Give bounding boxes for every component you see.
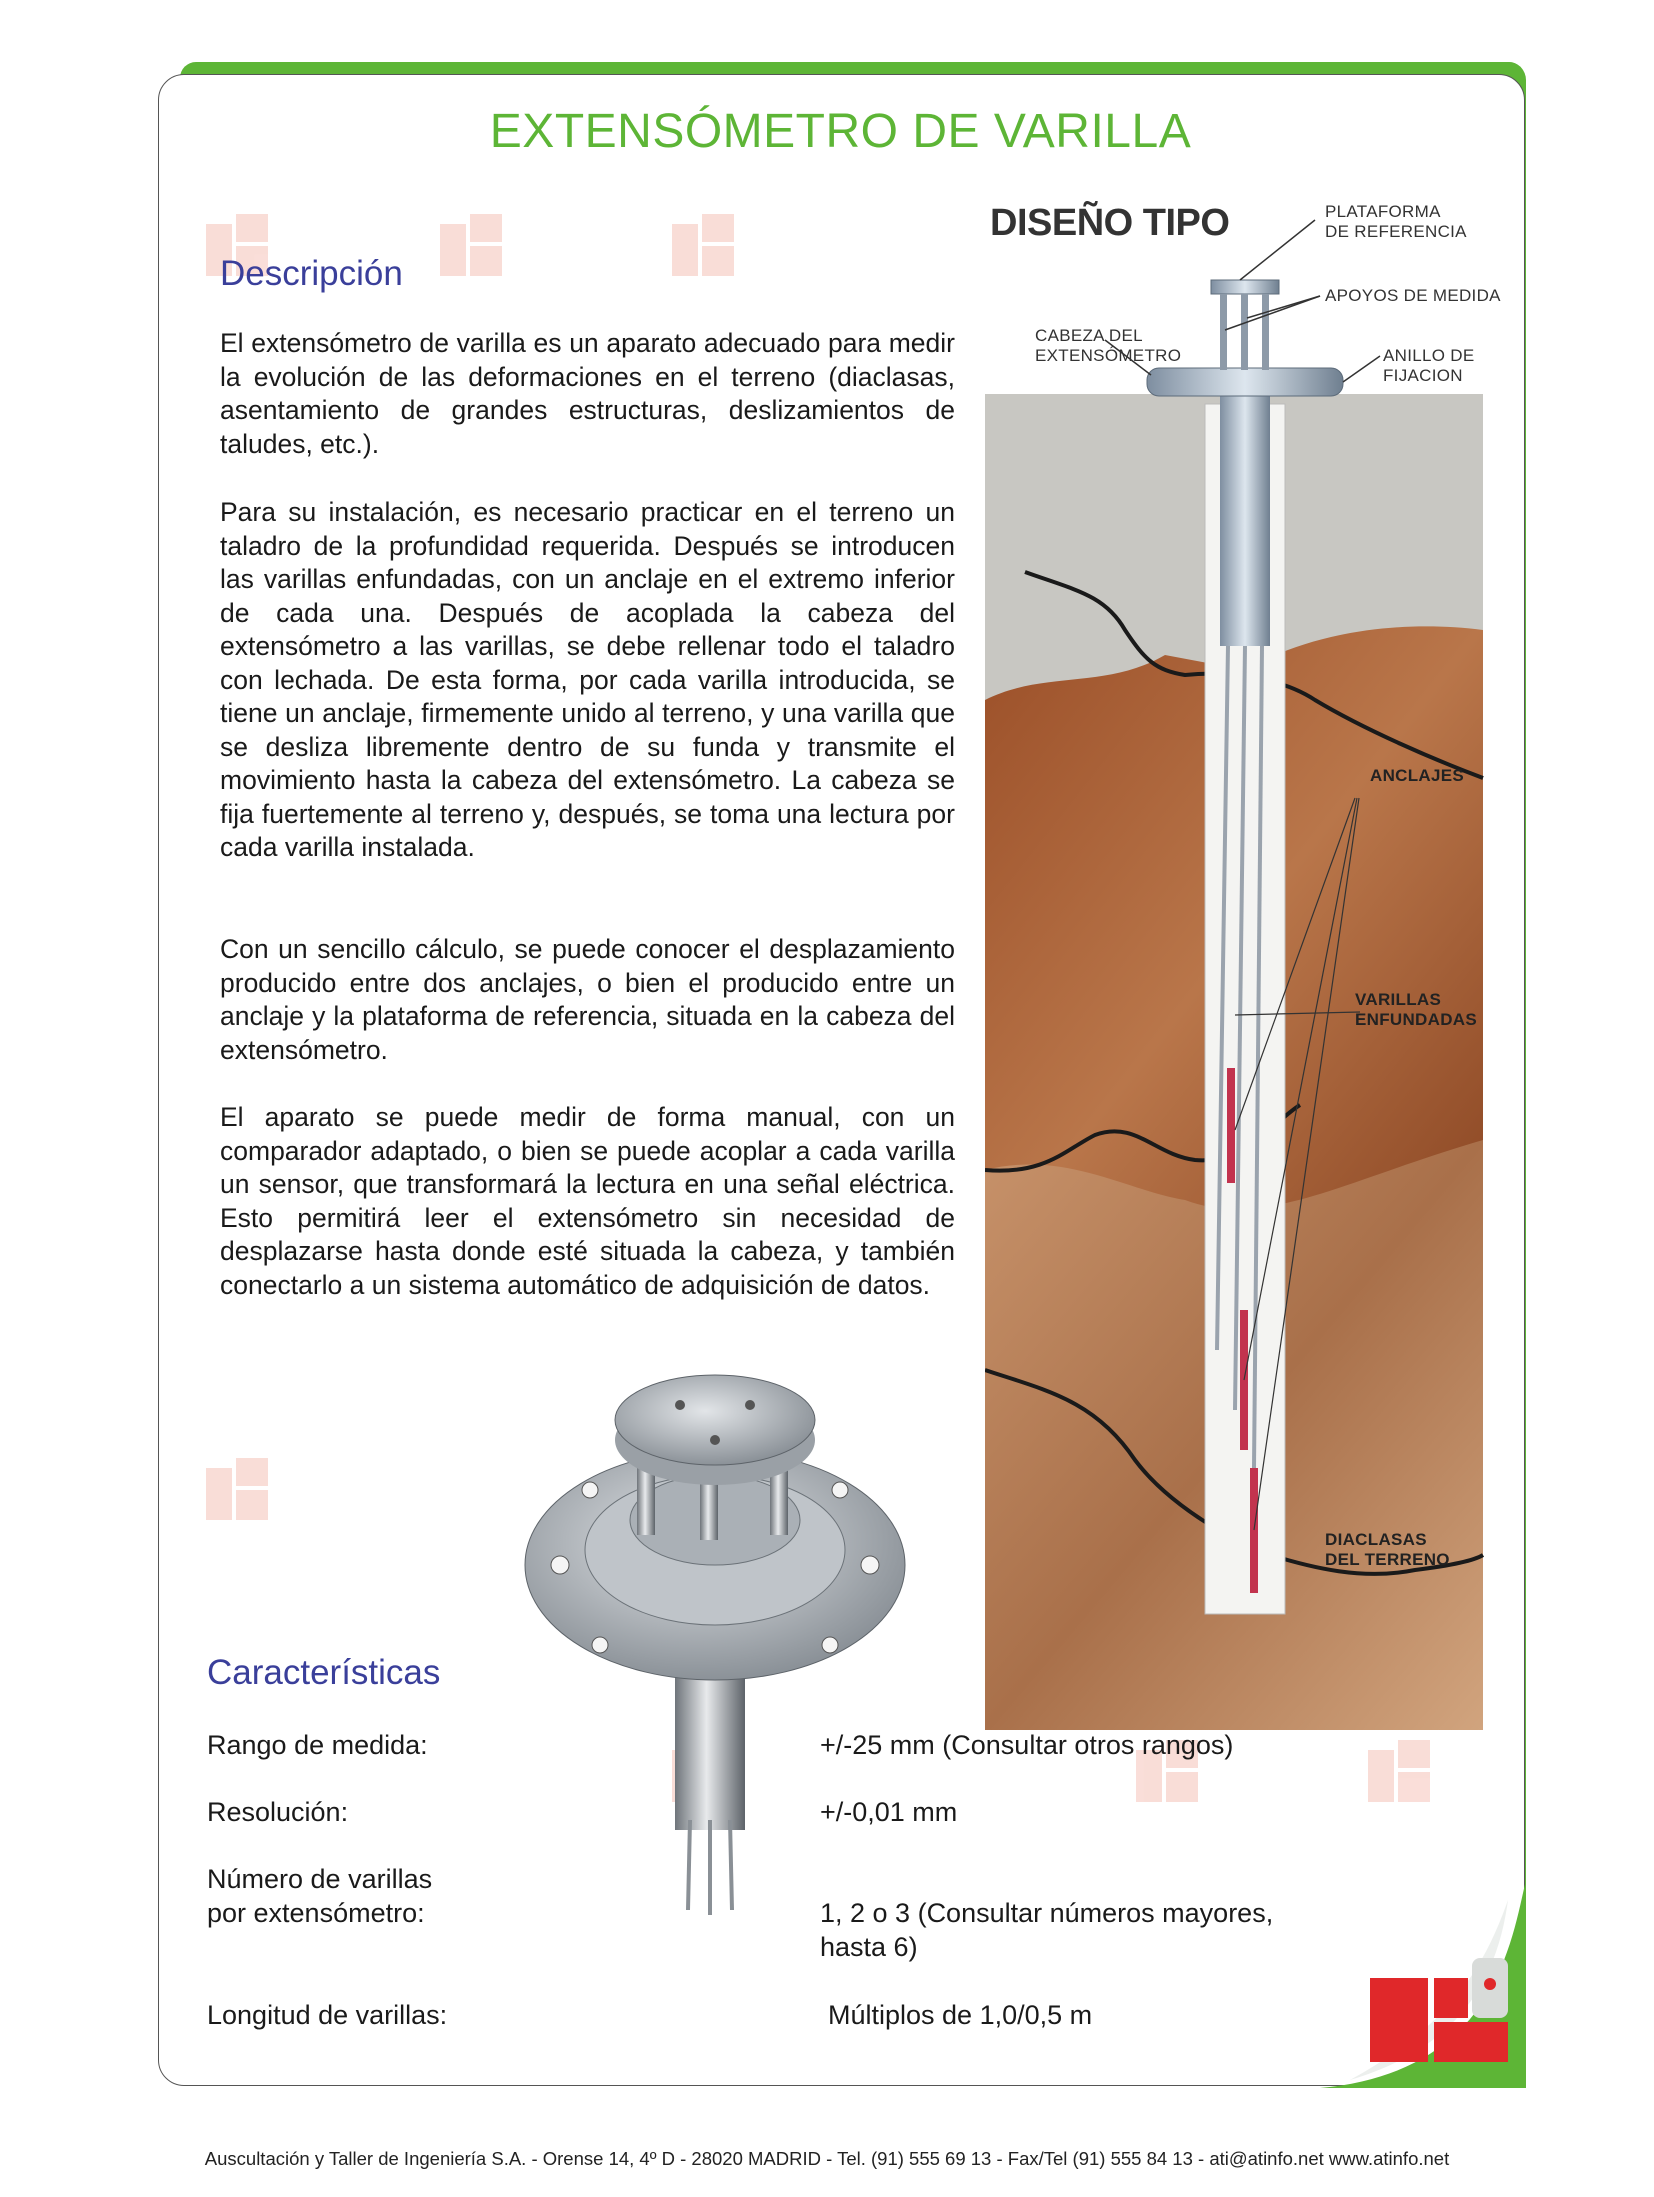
label-reference-platform [1325,202,1467,242]
label-text: EXTENSÓMETRO [1035,346,1182,365]
bolt-hole [822,1637,838,1653]
watermark-logo [206,1458,268,1520]
label-fixing-ring: ANILLO DE FIJACION [1383,346,1475,385]
design-diagram [985,200,1505,1730]
logo-block [1434,2022,1508,2062]
head-tube [1220,386,1270,646]
description-paragraph-4: El aparato se puede medir de forma manual, con un comparador adaptado, o bien se puede acoplar a cada varilla un sensor, que transformará la lectura en una señal eléctrica. Esto permitirá leer el extensómetro sin necesidad de desplazarse hasta donde esté situada la cabeza, y también conectarlo a un sistema automático de adquisición de datos. [220,1102,955,1300]
description-heading: Descripción [220,254,403,293]
characteristics-heading: Características [207,1653,441,1692]
spec-value-resolution: +/-0,01 mm [820,1797,958,1827]
support-rod [1220,294,1227,370]
reference-platform [1211,280,1279,294]
support-rod [1262,294,1269,370]
footer-contact: Auscultación y Taller de Ingeniería S.A. - Orense 14, 4º D - 28020 MADRID - Tel. (91) 555 69 13 - Fax/Tel (91) 555 84 13 - ati@atinfo.net www.atinfo.net [204,2148,1450,2169]
page-title: EXTENSÓMETRO DE VARILLA [489,105,1192,158]
label-measuring-supports: APOYOS DE MEDIDA [1325,286,1501,305]
label-text: DEL TERRENO [1325,1550,1450,1569]
description-paragraph-1: El extensómetro de varilla es un aparato adecuado para medir la evolución de las deformaciones en el terreno (diaclasas, asentamiento de grandes estructuras, deslizamientos de taludes, etc.). [220,328,955,459]
watermark-logo [672,214,734,276]
watermark-logo [440,214,502,276]
watermark-logo [1368,1740,1430,1802]
description-paragraph-3: Con un sencillo cálculo, se puede conocer el desplazamiento producido entre dos anclajes, o bien el producido entre un anclaje y la plataforma de referencia, situada en la cabeza del extensómetro. [220,934,955,1065]
photo-illustration [520,1350,930,1920]
label-text: DE REFERENCIA [1325,222,1467,241]
leader-line [1240,220,1315,280]
fixing-ring [1147,368,1343,396]
screw [710,1435,720,1445]
bolt-hole [861,1556,879,1574]
logo-block [1370,1978,1428,2062]
label-text: DIACLASAS [1325,1530,1427,1549]
logo-block [1434,1978,1468,2018]
label-text: VARILLAS [1355,990,1442,1009]
screw [745,1400,755,1410]
bolt-hole [592,1637,608,1653]
logo-dot [1484,1978,1496,1990]
spec-label-range: Rango de medida: [207,1730,428,1760]
spec-label-rods-count: Número de varillas [207,1864,433,1894]
leader-line [1343,356,1380,382]
label-text: ENFUNDADAS [1355,1010,1477,1029]
reference-platform-top [615,1375,815,1465]
bolt-hole [551,1556,569,1574]
company-logo [1370,1958,1508,2062]
rod [688,1820,690,1910]
spec-value-range: +/-25 mm (Consultar otros rangos) [820,1730,1234,1760]
description-paragraph-2: Para su instalación, es necesario practicar en el terreno un taladro de la profundidad requerida. Después se introducen las varillas enfundadas, con un anclaje en el extremo inferior de cada una. Después de acoplada la cabeza del extensómetro a las varillas, se debe rellenar todo el taladro con lechada. De esta forma, por cada varilla introducida, se tiene un anclaje, firmemente unido al terreno, y una varilla que se desliza libremente dentro de su funda y transmite el movimiento hasta la cabeza del extensómetro. La cabeza se fija fuertemente al terreno y, después, se toma una lectura por cada varilla instalada. [220,497,955,862]
label-extensometer-head [1035,326,1181,366]
diagram-drawing [985,200,1505,1730]
bolt-hole [832,1482,848,1498]
spec-value-rod-length: Múltiplos de 1,0/0,5 m [828,2000,1093,2030]
anchor [1250,1468,1258,1593]
rod [730,1820,732,1910]
anchor [1227,1068,1235,1183]
leader-line [1225,296,1320,330]
spec-label-rod-length: Longitud de varillas: [207,2000,448,2030]
label-sheathed-rods [1355,990,1477,1030]
spec-label-resolution: Resolución: [207,1797,349,1827]
diagram-title: DISEÑO TIPO [990,202,1230,244]
spec-value-rods-count-2: hasta 6) [820,1932,918,1962]
bolt-hole [582,1482,598,1498]
label-ground-joints [1325,1530,1450,1570]
spec-label-rods-count-2: por extensómetro: [207,1898,425,1928]
extensometer-head-photo [520,1350,930,1920]
screw [675,1400,685,1410]
label-text: PLATAFORMA [1325,202,1441,221]
spec-value-rods-count: 1, 2 o 3 (Consultar números mayores, [820,1898,1274,1928]
label-anchors: ANCLAJES [1370,766,1465,785]
label-text: CABEZA DEL [1035,326,1143,345]
support-rod [1241,294,1248,370]
